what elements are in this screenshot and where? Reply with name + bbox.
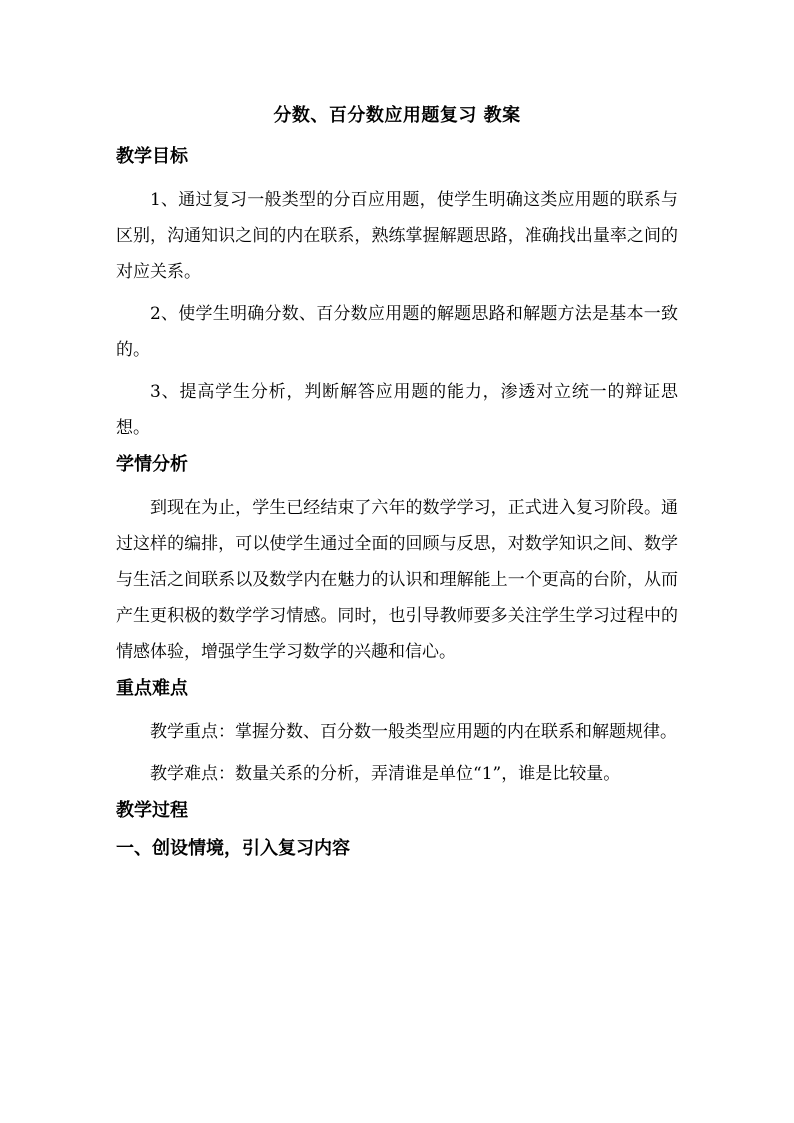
key-point-difficulty: 教学难点：数量关系的分析，弄清谁是单位“1”，谁是比较量。 bbox=[150, 764, 621, 784]
section-heading-key-points: 重点难点 bbox=[116, 678, 188, 699]
key-point-focus: 教学重点：掌握分数、百分数一般类型应用题的内在联系和解题规律。 bbox=[150, 722, 677, 742]
goal-item-1: 1、通过复习一般类型的分百应用题，使学生明确这类应用题的联系与区别，沟通知识之间的内在联系，熟练掌握解题思路，准确找出量率之间的对应关系。 bbox=[116, 190, 678, 282]
document-page bbox=[116, 102, 678, 874]
section-heading-goals: 教学目标 bbox=[116, 146, 188, 167]
process-step-1-heading: 一、创设情境，引入复习内容 bbox=[116, 838, 350, 859]
goal-item-2: 2、使学生明确分数、百分数应用题的解题思路和解题方法是基本一致的。 bbox=[116, 304, 678, 360]
document-title: 分数、百分数应用题复习 教案 bbox=[273, 105, 521, 126]
analysis-paragraph: 到现在为止，学生已经结束了六年的数学学习，正式进入复习阶段。通过这样的编排，可以使学生通过全面的回顾与反思，对数学知识之间、数学与生活之间联系以及数学内在魅力的认识和理解能上一个更高的台阶，从而产生更积极的数学学习情感。同时，也引导教师要多关注学生学习过程中的情感体验，增强学生学习数学的兴趣和信心。 bbox=[116, 498, 678, 662]
section-heading-process: 教学过程 bbox=[116, 800, 188, 821]
section-heading-analysis: 学情分析 bbox=[116, 454, 188, 475]
goal-item-3: 3、提高学生分析，判断解答应用题的能力，渗透对立统一的辩证思想。 bbox=[116, 382, 678, 438]
